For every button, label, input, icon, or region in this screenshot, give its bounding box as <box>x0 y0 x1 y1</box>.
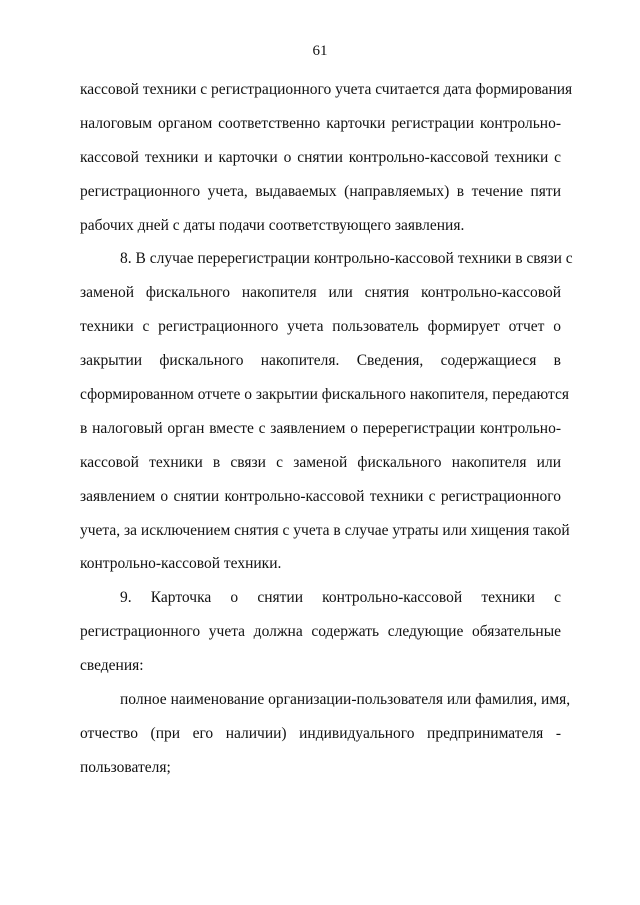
text-line: 9. Карточка о снятии контрольно-кассовой техники с <box>120 589 561 607</box>
text-line: в налоговый орган вместе с заявлением о перерегистрации контрольно- <box>80 419 561 437</box>
document-body <box>80 73 573 785</box>
text-line: техники с регистрационного учета пользователь формирует отчет о <box>80 318 561 336</box>
paragraph-continuation <box>80 73 573 242</box>
text-line: кассовой техники и карточки о снятии контрольно-кассовой техники с <box>80 148 561 166</box>
paragraph-item-8 <box>80 242 573 581</box>
text-line: сведения: <box>80 657 144 675</box>
paragraph-list-entry <box>80 683 571 785</box>
text-line: закрытии фискального накопителя. Сведения, содержащиеся в <box>80 352 561 370</box>
text-line: налоговым органом соответственно карточки регистрации контрольно- <box>80 114 561 132</box>
text-line: кассовой техники в связи с заменой фискального накопителя или <box>80 453 561 471</box>
text-line: 8. В случае перерегистрации контрольно-кассовой техники в связи с <box>120 250 573 268</box>
paragraph-item-9 <box>80 581 561 683</box>
text-line: рабочих дней с даты подачи соответствующего заявления. <box>80 216 465 234</box>
text-line: регистрационного учета, выдаваемых (направляемых) в течение пяти <box>80 182 561 200</box>
text-line: заявлением о снятии контрольно-кассовой техники с регистрационного <box>80 487 561 505</box>
text-line: контрольно-кассовой техники. <box>80 555 282 573</box>
text-line: регистрационного учета должна содержать следующие обязательные <box>80 623 561 641</box>
page-number: 61 <box>312 43 328 59</box>
text-line: пользователя; <box>80 758 171 776</box>
text-line: учета, за исключением снятия с учета в случае утраты или хищения такой <box>80 521 570 539</box>
text-line: кассовой техники с регистрационного учета считается дата формирования <box>80 81 573 98</box>
text-line: сформированном отчете о закрытии фискального накопителя, передаются <box>80 386 569 404</box>
text-line: полное наименование организации-пользователя или фамилия, имя, <box>120 691 571 709</box>
text-line: заменой фискального накопителя или снятия контрольно-кассовой <box>80 284 561 302</box>
text-line: отчество (при его наличии) индивидуального предпринимателя - <box>80 724 561 742</box>
